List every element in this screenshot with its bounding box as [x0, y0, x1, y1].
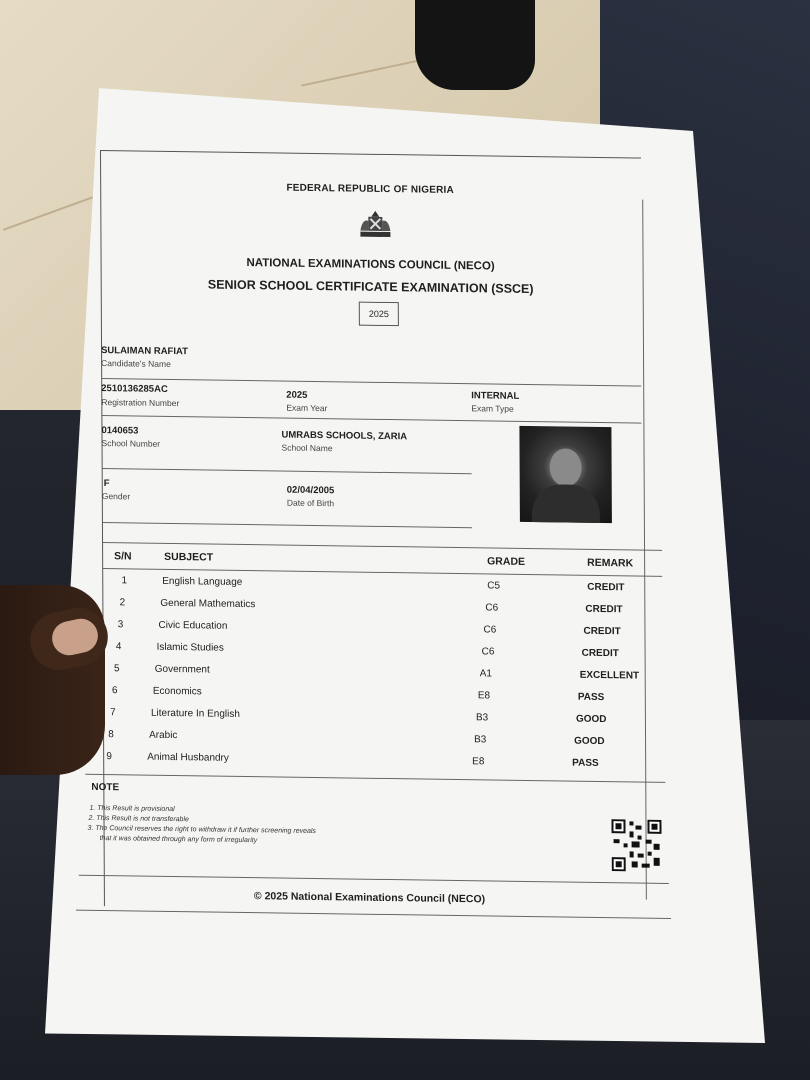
row-subject: General Mathematics: [160, 597, 256, 611]
row-sn: 3: [117, 619, 124, 631]
row-subject: Government: [154, 663, 210, 676]
exam-year-label: Exam Year: [286, 402, 328, 414]
header-remark: REMARK: [587, 556, 634, 570]
row-remark: PASS: [572, 757, 599, 769]
row-subject: Arabic: [149, 729, 178, 742]
qr-code-icon: [611, 819, 661, 872]
row-sn: 6: [112, 685, 118, 697]
gender-label: Gender: [101, 491, 131, 502]
row-remark: EXCELLENT: [579, 669, 640, 682]
coat-of-arms-icon: [356, 209, 394, 242]
note-item: 3. The Council reserves the right to withdraw it if further screening reveals: [87, 824, 316, 836]
school-name: UMRABS SCHOOLS, ZARIA: [281, 429, 408, 443]
row-subject: English Language: [162, 575, 243, 588]
row-remark: CREDIT: [587, 581, 625, 594]
header-grade: GRADE: [487, 555, 526, 568]
school-number-label: School Number: [101, 438, 161, 449]
row-remark: CREDIT: [583, 625, 621, 638]
gender: F: [103, 478, 110, 490]
row-subject: Civic Education: [158, 619, 228, 632]
exam-heading: SENIOR SCHOOL CERTIFICATE EXAMINATION (SSCE): [207, 277, 534, 297]
note-heading: NOTE: [91, 781, 120, 794]
row-subject: Literature In English: [150, 707, 240, 720]
row-grade: C6: [485, 602, 499, 614]
row-sn: 2: [119, 597, 126, 609]
row-sn: 5: [113, 663, 120, 675]
school-name-label: School Name: [281, 442, 333, 454]
copyright-text: © 2025 National Examinations Council (NECO): [253, 890, 486, 906]
candidate-name: SULAIMAN RAFIAT: [101, 345, 188, 358]
candidate-name-label: Candidate's Name: [101, 358, 171, 369]
country-heading: FEDERAL REPUBLIC OF NIGERIA: [286, 182, 454, 196]
passport-photo: [519, 426, 612, 523]
registration-number: 2510136285AC: [101, 383, 168, 395]
row-sn: 4: [115, 641, 122, 653]
result-slip: [87, 150, 694, 938]
row-remark: CREDIT: [585, 603, 623, 616]
row-remark: GOOD: [574, 735, 605, 748]
row-sn: 1: [121, 575, 128, 587]
row-remark: GOOD: [575, 713, 607, 726]
shoe: [415, 0, 535, 90]
row-sn: 9: [106, 751, 112, 763]
row-grade: C6: [483, 624, 497, 636]
row-subject: Animal Husbandry: [147, 751, 229, 764]
row-sn: 8: [108, 729, 114, 741]
note-item: 2. This Result is not transferable: [88, 814, 189, 824]
note-item: 1. This Result is provisional: [89, 804, 175, 814]
row-grade: C6: [481, 646, 495, 658]
exam-type: INTERNAL: [471, 390, 520, 402]
exam-year: 2025: [286, 389, 308, 401]
year-box: 2025: [359, 302, 399, 327]
council-heading: NATIONAL EXAMINATIONS COUNCIL (NECO): [246, 257, 495, 273]
exam-type-label: Exam Type: [471, 403, 514, 414]
photo-face: [550, 448, 582, 486]
row-grade: C5: [487, 580, 501, 592]
header-sn: S/N: [114, 550, 132, 563]
row-sn: 7: [110, 707, 116, 719]
row-grade: E8: [472, 756, 485, 768]
row-remark: CREDIT: [581, 647, 619, 660]
row-remark: PASS: [577, 691, 605, 704]
date-of-birth-label: Date of Birth: [286, 497, 335, 509]
photo-body: [532, 484, 600, 523]
header-subject: SUBJECT: [164, 550, 214, 564]
note-item: that it was obtained through any form of irregularity: [99, 835, 258, 845]
row-subject: Economics: [152, 685, 202, 698]
registration-number-label: Registration Number: [101, 397, 180, 409]
row-subject: Islamic Studies: [156, 641, 224, 654]
row-grade: B3: [475, 712, 489, 724]
date-of-birth: 02/04/2005: [286, 484, 335, 497]
school-number: 0140653: [101, 425, 139, 437]
row-grade: B3: [474, 734, 487, 746]
row-grade: E8: [477, 690, 491, 702]
row-grade: A1: [479, 668, 492, 680]
